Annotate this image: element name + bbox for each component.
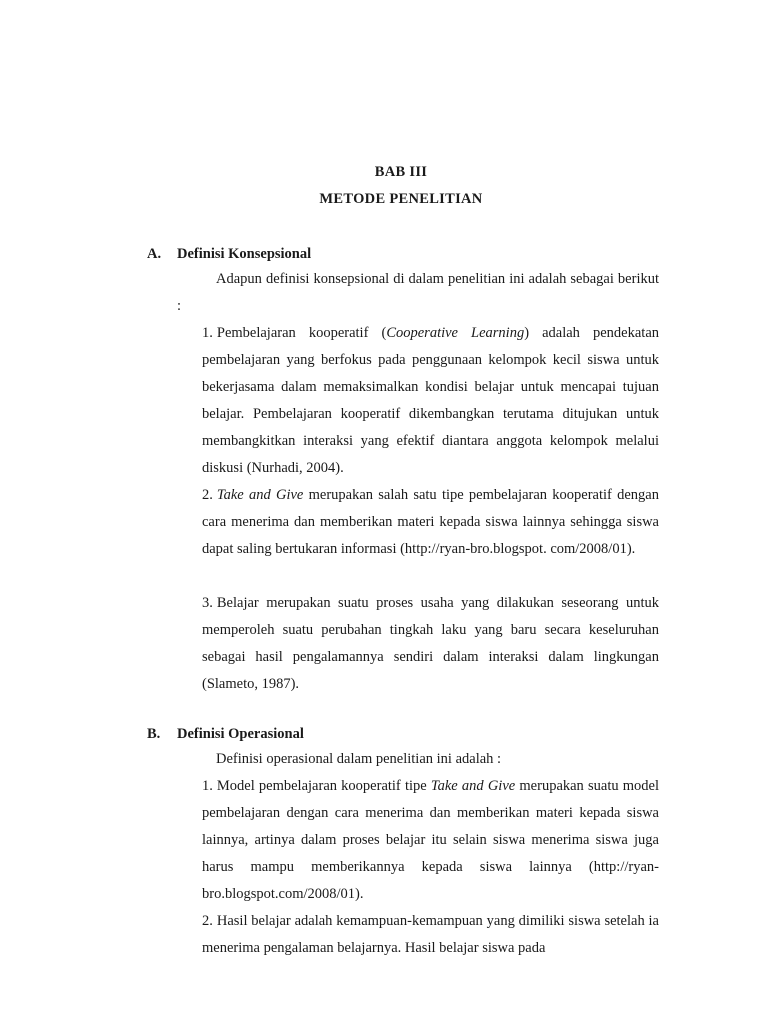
section-a-letter: A.: [147, 246, 162, 262]
chapter-title: BAB III: [374, 164, 428, 180]
section-a-intro: Adapun definisi konsepsional di dalam penelitian ini adalah sebagai berikut :: [177, 271, 659, 314]
section-b-intro: Definisi operasional dalam penelitian ini adalah :: [216, 751, 502, 767]
section-b-title: Definisi Operasional: [177, 726, 304, 742]
section-a-item-1: 1. Pembelajaran kooperatif (Cooperative Learning) adalah pendekatan pembelajaran yang berfokus pada penggunaan kelompok kecil siswa untuk bekerjasama dalam memaksimalkan kondisi belajar untuk mencapai tujuan belajar. Pembelajaran kooperatif dikembangkan terutama ditujukan untuk membangkitkan interaksi yang efektif diantara anggota kelompok melalui diskusi (Nurhadi, 2004).: [202, 325, 660, 476]
chapter-subtitle: METODE PENELITIAN: [319, 191, 483, 207]
section-b-item-2: 2. Hasil belajar adalah kemampuan-kemampuan yang dimiliki siswa setelah ia menerima pengalaman belajarnya. Hasil belajar siswa pada: [202, 913, 659, 956]
list-number: 1.: [202, 325, 213, 341]
italic-term: Take and Give: [430, 778, 516, 794]
list-number: 3.: [202, 595, 213, 611]
italic-term: Take and Give: [216, 487, 304, 503]
list-number: 1.: [202, 778, 213, 794]
section-b-letter: B.: [147, 726, 161, 742]
italic-term: Cooperative Learning: [386, 325, 525, 341]
list-number: 2.: [202, 913, 213, 929]
section-b-item-1: 1. Model pembelajaran kooperatif tipe Take and Give merupakan suatu model pembelajaran dengan cara menerima dan memberikan materi kepada siswa lainnya, artinya dalam proses belajar itu selain siswa menerima siswa juga harus mampu memberikannya kepada siswa lainnya (http://ryan-bro.blogspot.com/2008/01).: [202, 778, 660, 902]
section-a-item-2: 2. Take and Give merupakan salah satu tipe pembelajaran kooperatif dengan cara menerima dan memberikan materi kepada siswa lainnya sehingga siswa dapat saling bertukaran informasi (http://ryan-bro.blogspot. com/2008/01).: [202, 487, 659, 557]
section-a-item-3: 3. Belajar merupakan suatu proses usaha yang dilakukan seseorang untuk memperoleh suatu perubahan tingkah laku yang baru secara keseluruhan sebagai hasil pengalamannya sendiri dalam interaksi dalam lingkungan (Slameto, 1987).: [202, 595, 659, 692]
list-number: 2.: [202, 487, 213, 503]
section-a-title: Definisi Konsepsional: [177, 246, 312, 262]
